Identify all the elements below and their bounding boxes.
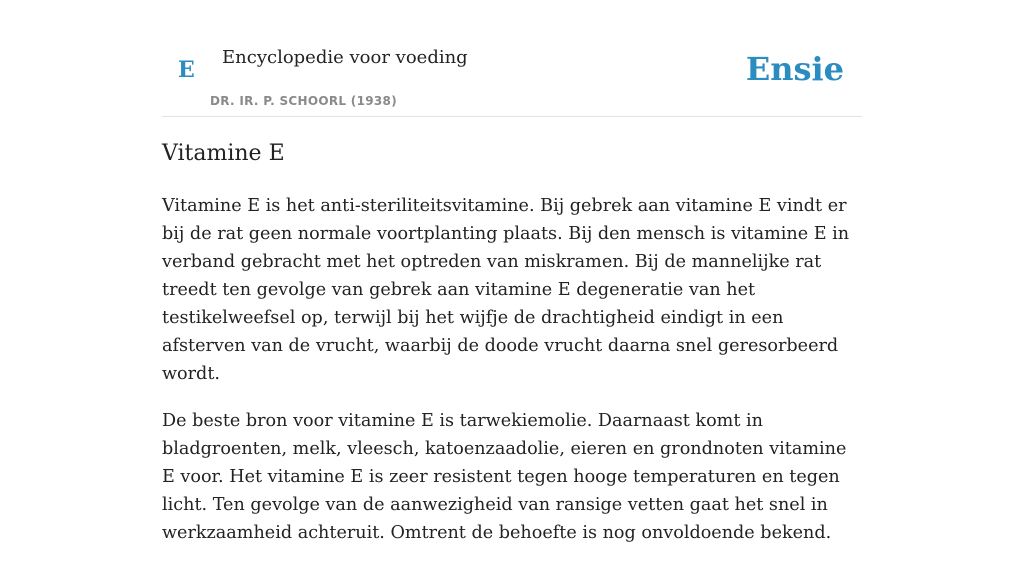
book-title[interactable]: Encyclopedie voor voeding [222, 47, 468, 68]
article-title: Vitamine E [162, 141, 285, 166]
book-author: DR. IR. P. SCHOORL (1938) [210, 94, 397, 108]
book-letter-icon[interactable]: E [178, 57, 195, 83]
article-paragraph: De beste bron voor vitamine E is tarwekiemolie. Daarnaast komt in bladgroenten, melk, vleesch, katoenzaadolie, eieren en grondnoten vitamine E voor. Het vitamine E is zeer resistent tegen hooge temperaturen en tegen licht. Ten gevolge van de aanwezigheid van ransige vetten gaat het snel in werkzaamheid achteruit. Omtrent de behoefte is nog onvoldoende bekend. [162, 411, 847, 543]
article-paragraph: Vitamine E is het anti-steriliteitsvitamine. Bij gebrek aan vitamine E vindt er bij de rat geen normale voortplanting plaats. Bij den mensch is vitamine E in verband gebracht met het optreden van miskramen. Bij de mannelijke rat treedt ten gevolge van gebrek aan vitamine E degeneratie van het testikelweefsel op, terwijl bij het wijfje de drachtigheid eindigt in een afsterven van de vrucht, waarbij de doode vrucht daarna snel geresorbeerd wordt. [162, 196, 850, 384]
book-header [162, 0, 862, 117]
ensie-logo[interactable]: Ensie [745, 50, 844, 88]
article-body [162, 192, 864, 566]
